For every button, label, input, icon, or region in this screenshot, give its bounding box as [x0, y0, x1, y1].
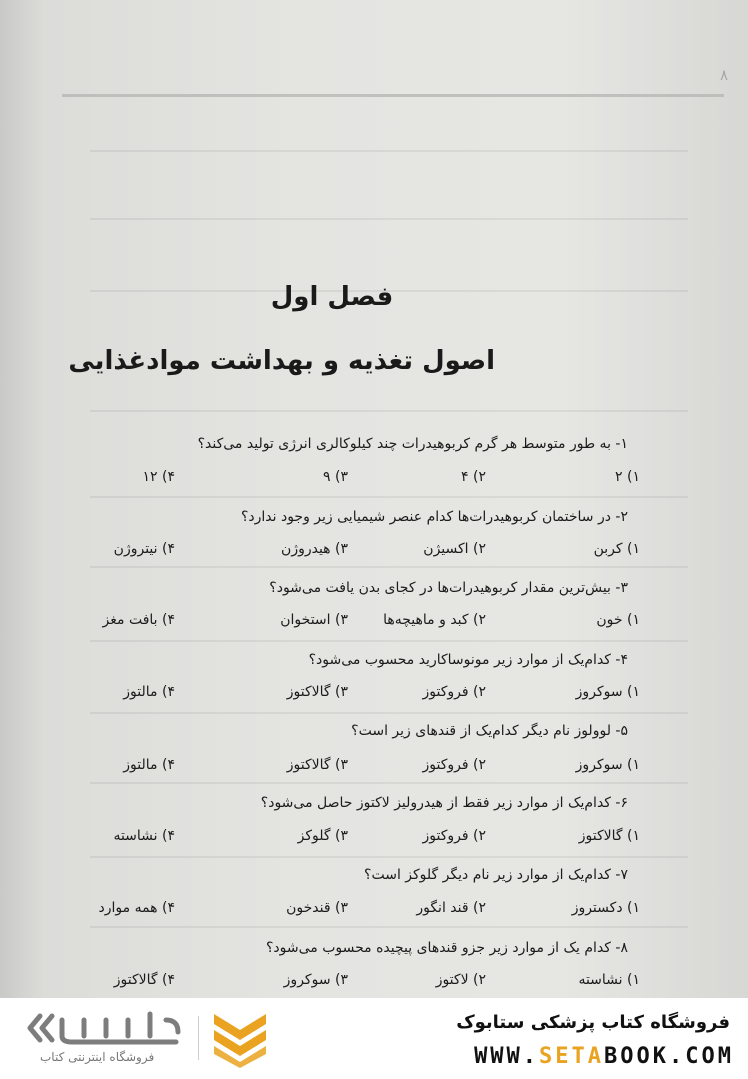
bleed-through-line: [90, 218, 688, 220]
question-text: ۸- کدام یک از موارد زیر جزو قندهای پیچیده محسوب می‌شود؟: [265, 940, 628, 956]
question-text: ۳- بیش‌ترین مقدار کربوهیدرات‌ها در کجای بدن یافت می‌شود؟: [269, 580, 628, 596]
option-3: ۳) ۹: [323, 469, 348, 485]
bleed-through-line: [90, 640, 688, 642]
header-rule: [62, 94, 724, 97]
bleed-through-line: [90, 926, 688, 928]
option-1: ۱) سوکروز: [575, 684, 640, 700]
option-4: ۴) نیتروژن: [113, 541, 175, 557]
option-2: ۲) کبد و ماهیچه‌ها: [383, 612, 486, 628]
bleed-through-line: [90, 566, 688, 568]
option-1: ۱) سوکروز: [575, 757, 640, 773]
option-3: ۳) استخوان: [280, 612, 348, 628]
option-3: ۳) گلوکز: [297, 828, 348, 844]
question-text: ۷- کدام‌یک از موارد زیر نام دیگر گلوکز است؟: [364, 867, 628, 883]
option-1: ۱) گالاکتوز: [578, 828, 640, 844]
option-2: ۲) اکسیژن: [423, 541, 486, 557]
bleed-through-line: [90, 410, 688, 412]
question-text: ۶- کدام‌یک از موارد زیر فقط از هیدرولیز لاکتوز حاصل می‌شود؟: [260, 795, 628, 811]
logo-divider: [198, 1016, 199, 1060]
option-2: ۲) فروکتوز: [422, 684, 486, 700]
option-4: ۴) گالاکتوز: [113, 972, 175, 988]
option-3: ۳) سوکروز: [283, 972, 348, 988]
logo-tagline: فروشگاه اینترنتی کتاب: [40, 1050, 155, 1064]
option-4: ۴) بافت مغز: [102, 612, 175, 628]
chevron-stack-icon: [210, 1010, 270, 1068]
option-2: ۲) قند انگور: [416, 900, 486, 916]
page-number: ۸: [719, 66, 728, 84]
option-4: ۴) مالتوز: [123, 684, 175, 700]
option-3: ۳) گالاکتوز: [286, 684, 348, 700]
option-3: ۳) هیدروژن: [281, 541, 348, 557]
option-4: ۴) همه موارد: [98, 900, 175, 916]
question-text: ۱- به طور متوسط هر گرم کربوهیدرات چند کیلوکالری انرژی تولید می‌کند؟: [197, 436, 628, 452]
option-3: ۳) گالاکتوز: [286, 757, 348, 773]
url-suffix: BOOK.COM: [604, 1044, 734, 1069]
url-prefix: WWW.: [474, 1044, 540, 1069]
chapter-subtitle: اصول تغذیه و بهداشت موادغذایی: [68, 346, 495, 376]
option-2: ۲) لاکتوز: [435, 972, 486, 988]
question-text: ۲- در ساختمان کربوهیدرات‌ها کدام عنصر شیمیایی زیر وجود ندارد؟: [240, 509, 628, 525]
option-2: ۲) فروکتوز: [422, 757, 486, 773]
store-name: فروشگاه کتاب پزشکی ستابوک: [456, 1012, 730, 1033]
option-1: ۱) نشاسته: [578, 972, 640, 988]
option-4: ۴) مالتوز: [123, 757, 175, 773]
bleed-through-line: [90, 856, 688, 858]
bleed-through-line: [90, 496, 688, 498]
store-url-link[interactable]: [474, 1044, 734, 1069]
bleed-through-line: [90, 712, 688, 714]
bleed-through-line: [90, 782, 688, 784]
option-2: ۲) فروکتوز: [422, 828, 486, 844]
option-3: ۳) قندخون: [286, 900, 348, 916]
question-text: ۴- کدام‌یک از موارد زیر مونوساکارید محسوب می‌شود؟: [308, 652, 628, 668]
option-4: ۴) ۱۲: [142, 469, 175, 485]
bleed-through-line: [90, 150, 688, 152]
option-1: ۱) دکستروز: [571, 900, 640, 916]
option-1: ۱) کربن: [593, 541, 640, 557]
url-accent: SETA: [539, 1044, 605, 1069]
question-text: ۵- لوولوز نام دیگر کدام‌یک از قندهای زیر است؟: [351, 723, 628, 739]
option-2: ۲) ۴: [461, 469, 486, 485]
setabook-logo-icon: [26, 1006, 186, 1050]
chapter-title: فصل اول: [270, 282, 394, 312]
option-1: ۱) خون: [596, 612, 640, 628]
store-footer: [0, 998, 748, 1079]
option-4: ۴) نشاسته: [113, 828, 175, 844]
option-1: ۱) ۲: [615, 469, 640, 485]
